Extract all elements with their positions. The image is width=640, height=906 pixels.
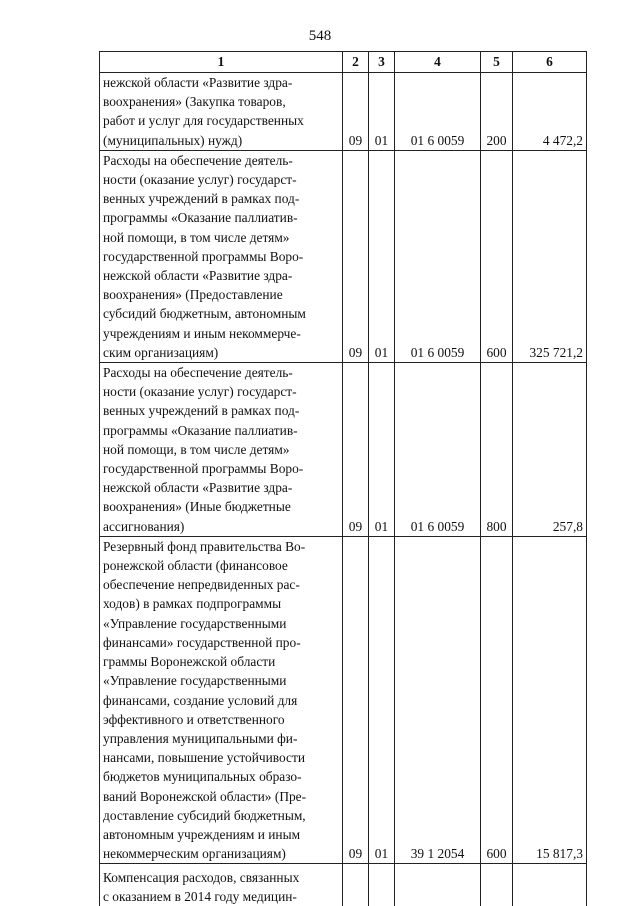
row-expense-type: 200	[481, 73, 513, 151]
row-description: Компенсация расходов, связанных с оказанием в 2014 году медицин-	[100, 864, 343, 906]
row-amount: 257,8	[513, 363, 587, 537]
row-target-article: 01 6 0059	[395, 363, 481, 537]
row-description: Расходы на обеспечение деятель- ности (оказание услуг) государст- венных учреждений в рамках под- программы «Оказание паллиатив- ной помощи, в том числе детям» государственной программы Воро- нежской области «Развитие здра- воохранения» (Иные бюджетные ассигнования)	[100, 363, 343, 537]
header-col-6: 6	[513, 52, 587, 73]
table-row	[100, 864, 587, 906]
row-section: 09	[343, 73, 369, 151]
row-expense-type	[481, 864, 513, 906]
header-row	[100, 52, 587, 73]
table-row	[100, 73, 587, 151]
row-subsection: 01	[369, 363, 395, 537]
row-amount: 15 817,3	[513, 536, 587, 863]
row-description: Резервный фонд правительства Во- ронежской области (финансовое обеспечение непредвиденных рас- ходов) в рамках подпрограммы «Управление государственными финансами» государственной про- граммы Воронежской области «Управление государственными финансами, создание условий для эффективного и ответственного управления муниципальными фи- нансами, повышение устойчивости бюджетов муниципальных образо- ваний Воронежской области» (Пре- доставление субсидий бюджетным, автономным учреждениям и иным некоммерческим организациям)	[100, 536, 343, 863]
row-description: нежской области «Развитие здра- воохранения» (Закупка товаров, работ и услуг для государственных (муниципальных) нужд)	[100, 73, 343, 151]
row-amount: 325 721,2	[513, 150, 587, 362]
row-subsection: 01	[369, 150, 395, 362]
row-expense-type: 800	[481, 363, 513, 537]
header-col-3: 3	[369, 52, 395, 73]
row-amount	[513, 864, 587, 906]
row-section: 09	[343, 536, 369, 863]
row-target-article: 01 6 0059	[395, 73, 481, 151]
table-header	[100, 52, 587, 73]
row-expense-type: 600	[481, 150, 513, 362]
row-section	[343, 864, 369, 906]
row-amount: 4 472,2	[513, 73, 587, 151]
table-row	[100, 363, 587, 537]
header-col-1: 1	[100, 52, 343, 73]
row-subsection: 01	[369, 73, 395, 151]
row-subsection	[369, 864, 395, 906]
table-body	[100, 73, 587, 906]
row-description: Расходы на обеспечение деятель- ности (оказание услуг) государст- венных учреждений в рамках под- программы «Оказание паллиатив- ной помощи, в том числе детям» государственной программы Воро- нежской области «Развитие здра- воохранения» (Предоставление субсидий бюджетным, автономным учреждениям и иным некоммерче- ским организациям)	[100, 150, 343, 362]
row-target-article: 01 6 0059	[395, 150, 481, 362]
table-row	[100, 536, 587, 863]
row-target-article: 39 1 2054	[395, 536, 481, 863]
row-section: 09	[343, 363, 369, 537]
table-row	[100, 150, 587, 362]
header-col-4: 4	[395, 52, 481, 73]
row-section: 09	[343, 150, 369, 362]
header-col-5: 5	[481, 52, 513, 73]
budget-table	[99, 51, 587, 906]
header-col-2: 2	[343, 52, 369, 73]
page-number: 548	[0, 27, 640, 45]
row-target-article	[395, 864, 481, 906]
row-expense-type: 600	[481, 536, 513, 863]
row-subsection: 01	[369, 536, 395, 863]
